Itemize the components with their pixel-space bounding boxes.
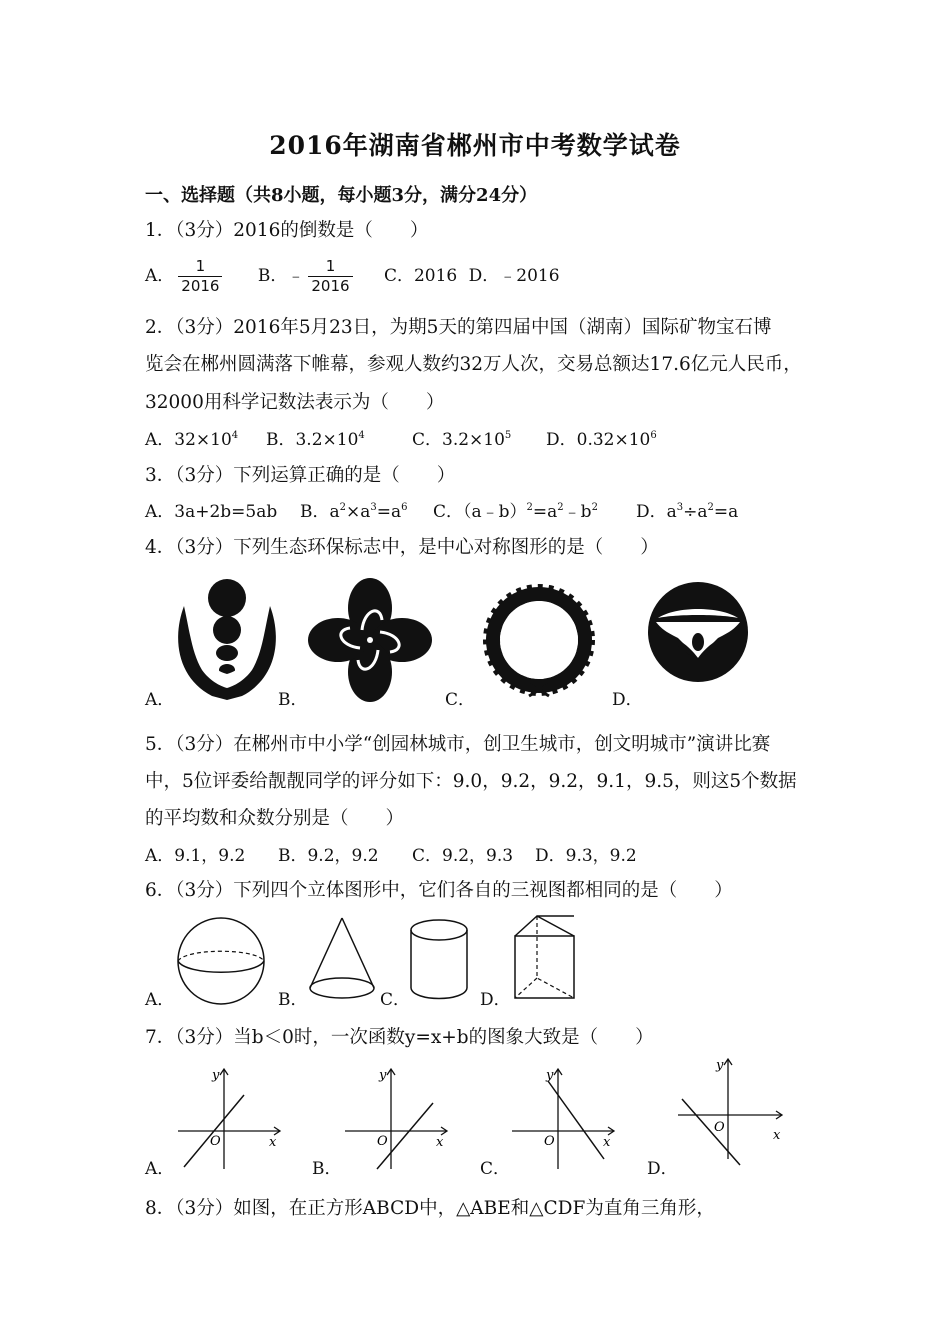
q4-label-c: C． <box>445 690 476 710</box>
q1-option-a-fraction <box>178 257 222 296</box>
q3-d-exp: 2 <box>707 502 714 513</box>
q1-option-b-sign: ﹣ <box>287 266 305 286</box>
q8-stem: 8．（3分）如图，在正方形ABCD中，△ABE和△CDF为直角三角形， <box>145 1198 715 1219</box>
q1-option-b-label: B． <box>257 266 288 286</box>
q4-label-a: A． <box>145 690 175 710</box>
q3-b-exp: 2 <box>339 502 347 513</box>
graph-d-y-label: y <box>716 1058 724 1073</box>
q5-line2: 中，5位评委给靓靓同学的评分如下：9.0，9.2，9.2，9.1，9.5，则这5个数据 <box>145 771 797 792</box>
q6-label-c: C． <box>380 990 411 1010</box>
q7-label-a: A． <box>145 1159 175 1179</box>
cone-icon <box>306 916 378 1002</box>
q2-d-base: D．0.32×10 <box>546 430 651 450</box>
q5-option-d: D．9.3，9.2 <box>535 846 637 866</box>
graph-b-origin-label: O <box>377 1134 388 1149</box>
eco-logo-b-icon <box>308 578 432 702</box>
q2-line2: 览会在郴州圆满落下帷幕，参观人数约32万人次，交易总额达17.6亿元人民币， <box>145 354 802 375</box>
q3-c-part: ﹣b <box>563 502 592 522</box>
q3-b-exp: 6 <box>401 502 408 513</box>
q3-d-part: D．a <box>636 502 677 522</box>
q2-option-c <box>412 425 511 450</box>
q6-label-b: B． <box>278 990 308 1010</box>
q7-label-c: C． <box>480 1159 511 1179</box>
q2-b-exp: 4 <box>358 430 365 441</box>
graph-b <box>337 1063 457 1175</box>
graph-c <box>504 1063 624 1175</box>
q2-line3: 32000用科学记数法表示为（ ） <box>145 392 445 413</box>
q1-option-b-fraction <box>308 257 352 296</box>
sphere-icon <box>176 916 266 1006</box>
q3-stem: 3．（3分）下列运算正确的是（ ） <box>145 465 456 486</box>
q3-d-exp: 3 <box>676 502 684 513</box>
q2-a-exp: 4 <box>231 430 239 441</box>
q3-option-d <box>636 497 738 522</box>
q2-d-exp: 6 <box>650 430 657 441</box>
q2-line1: 2．（3分）2016年5月23日，为期5天的第四届中国（湖南）国际矿物宝石博 <box>145 317 772 338</box>
graph-c-y-label: y <box>546 1068 554 1083</box>
graph-a-y-label: y <box>212 1068 220 1083</box>
q3-c-exp: 2 <box>591 502 598 513</box>
q2-a-base: A．32×10 <box>145 430 232 450</box>
q5-line3: 的平均数和众数分别是（ ） <box>145 808 405 829</box>
q1-options <box>145 257 560 296</box>
q3-b-part: =a <box>376 502 402 522</box>
q3-c-part: =a <box>532 502 558 522</box>
q1-option-d: D．﹣2016 <box>468 266 560 286</box>
fraction-denominator: 2016 <box>311 277 350 295</box>
q3-b-part: B．a <box>300 502 340 522</box>
graph-c-x-label: x <box>603 1135 611 1150</box>
q7-stem: 7．（3分）当b＜0时，一次函数y=x+b的图象大致是（ ） <box>145 1027 654 1048</box>
graph-a <box>170 1063 290 1175</box>
fraction-denominator: 2016 <box>181 277 220 295</box>
eco-logo-d-icon <box>646 580 750 684</box>
q3-option-b <box>300 497 408 522</box>
q3-d-part: =a <box>713 502 739 522</box>
q3-option-c <box>433 497 598 522</box>
graph-d-origin-label: O <box>714 1120 725 1135</box>
graph-d <box>672 1055 792 1167</box>
q1-stem: 1．（3分）2016的倒数是（ ） <box>145 220 429 241</box>
triangular-prism-icon <box>512 912 578 1002</box>
graph-b-x-label: x <box>436 1135 444 1150</box>
q2-c-exp: 5 <box>504 430 512 441</box>
fraction-numerator: 1 <box>178 257 222 277</box>
q3-b-part: ×a <box>346 502 371 522</box>
q1-option-c: C．2016 <box>383 266 458 286</box>
q5-line1: 5．（3分）在郴州市中小学“创园林城市，创卫生城市，创文明城市”演讲比赛 <box>145 734 771 755</box>
q5-option-b: B．9.2，9.2 <box>278 846 379 866</box>
q5-option-c: C．9.2，9.3 <box>412 846 514 866</box>
page-title: 2016年湖南省郴州市中考数学试卷 <box>269 131 681 160</box>
q6-stem: 6．（3分）下列四个立体图形中，它们各自的三视图都相同的是（ ） <box>145 880 733 901</box>
graph-d-x-label: x <box>773 1128 781 1143</box>
q4-label-b: B． <box>278 690 308 710</box>
cylinder-icon <box>409 918 473 1002</box>
section-heading: 一、选择题（共8小题，每小题3分，满分24分） <box>145 185 538 206</box>
q3-c-exp: 2 <box>526 502 533 513</box>
q2-c-base: C．3.2×10 <box>412 430 505 450</box>
q4-label-d: D． <box>612 690 643 710</box>
graph-a-origin-label: O <box>210 1134 221 1149</box>
q4-stem: 4．（3分）下列生态环保标志中，是中心对称图形的是（ ） <box>145 537 659 558</box>
graph-a-x-label: x <box>269 1135 277 1150</box>
laurel-wreath-icon <box>477 580 601 704</box>
q6-label-a: A． <box>145 990 175 1010</box>
q2-option-b <box>266 425 365 450</box>
graph-c-origin-label: O <box>544 1134 555 1149</box>
q1-option-a-label: A． <box>145 266 175 286</box>
graph-b-y-label: y <box>379 1068 387 1083</box>
q3-b-exp: 3 <box>370 502 377 513</box>
q5-option-a: A．9.1，9.2 <box>145 846 246 866</box>
q3-option-a: A．3a+2b=5ab <box>145 502 278 522</box>
q7-label-d: D． <box>647 1159 678 1179</box>
q3-c-part: C．（a﹣b） <box>433 502 527 522</box>
fraction-numerator: 1 <box>308 257 352 277</box>
q2-b-base: B．3.2×10 <box>266 430 359 450</box>
q3-d-part: ÷a <box>683 502 708 522</box>
q2-option-a <box>145 425 238 450</box>
eco-logo-a-icon <box>172 578 282 703</box>
q6-label-d: D． <box>480 990 511 1010</box>
q7-label-b: B． <box>312 1159 342 1179</box>
q3-c-exp: 2 <box>557 502 564 513</box>
q2-option-d <box>546 425 657 450</box>
